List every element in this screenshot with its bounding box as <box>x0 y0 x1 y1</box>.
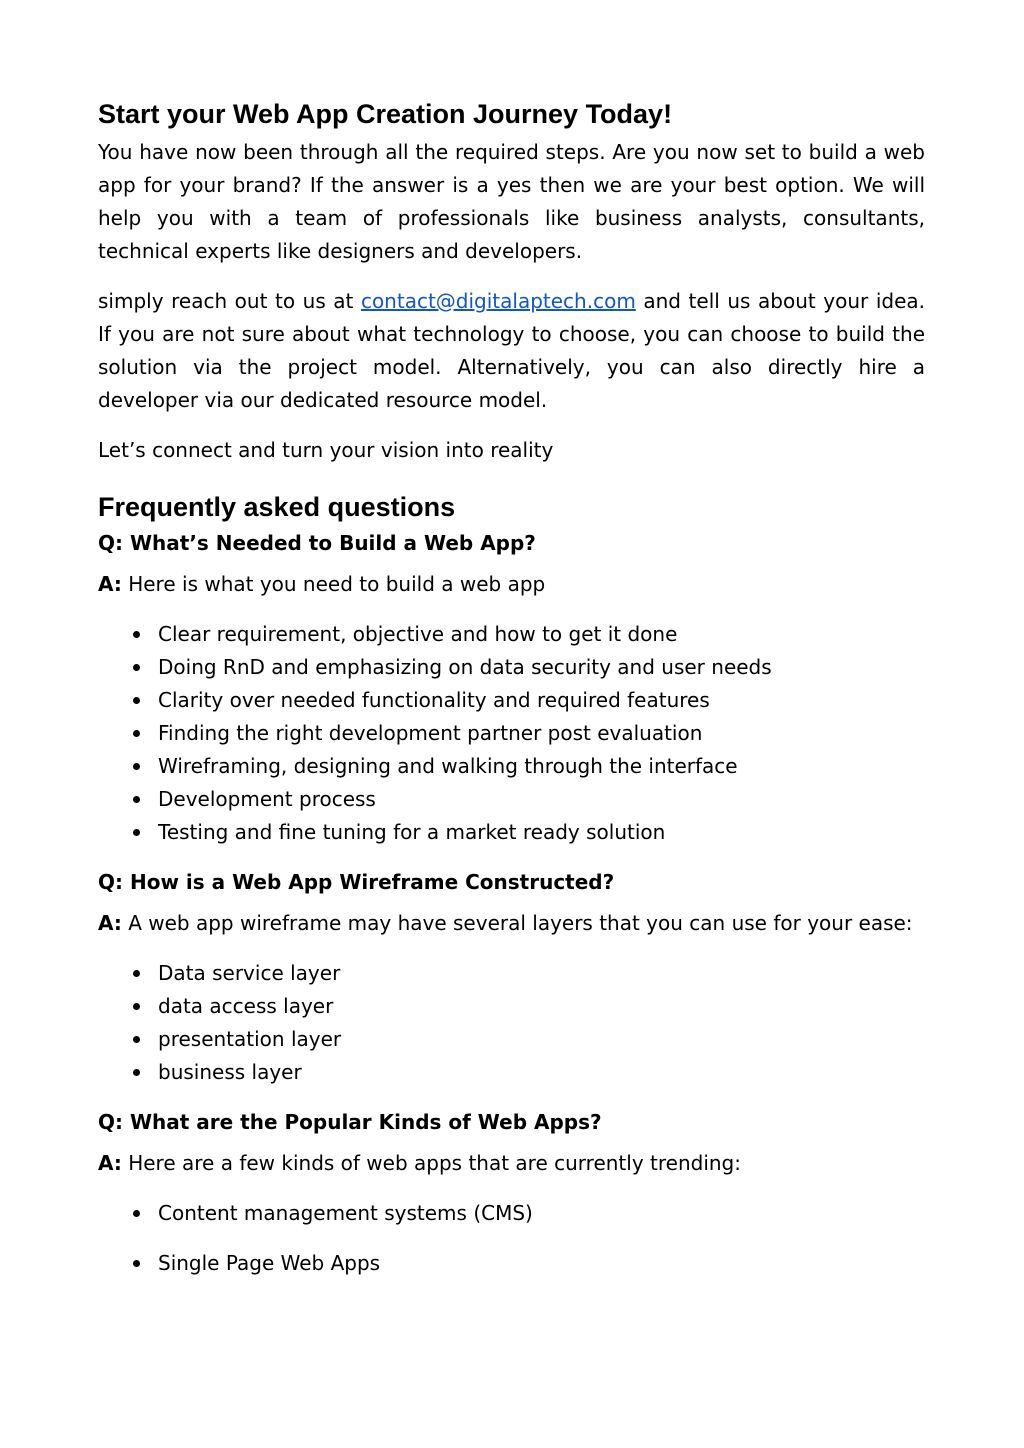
list-item: Testing and fine tuning for a market ready solution <box>98 816 925 849</box>
list-item: presentation layer <box>98 1023 925 1056</box>
answer-text: Here is what you need to build a web app <box>121 572 546 596</box>
page-title: Start your Web App Creation Journey Today! <box>98 99 673 129</box>
answer-label: A: <box>98 1151 122 1175</box>
contact-email-link[interactable]: contact@digitalaptech.com <box>360 289 636 313</box>
list-item: Clear requirement, objective and how to get it done <box>98 618 925 651</box>
faq-question: Q: How is a Web App Wireframe Constructed? <box>98 870 615 894</box>
answer-label: A: <box>98 911 122 935</box>
faq-answer <box>98 907 925 940</box>
faq-question: Q: What are the Popular Kinds of Web Apps? <box>98 1110 602 1134</box>
answer-text: Here are a few kinds of web apps that are currently trending: <box>121 1151 741 1175</box>
faq-question: Q: What’s Needed to Build a Web App? <box>98 531 536 555</box>
faq-answer <box>98 1147 925 1180</box>
list-item: Development process <box>98 783 925 816</box>
list-item: business layer <box>98 1056 925 1089</box>
contact-text-before: simply reach out to us at <box>98 289 361 313</box>
list-item: Finding the right development partner post evaluation <box>98 717 925 750</box>
list-item: Data service layer <box>98 957 925 990</box>
bullet-list <box>98 957 925 1089</box>
list-item: Clarity over needed functionality and required features <box>98 684 925 717</box>
document-page <box>98 96 925 1297</box>
list-item: Single Page Web Apps <box>98 1247 925 1280</box>
list-item: data access layer <box>98 990 925 1023</box>
answer-label: A: <box>98 572 122 596</box>
faq-answer <box>98 568 925 601</box>
intro-paragraph: You have now been through all the required steps. Are you now set to build a web app for your brand? If the answer is a yes then we are your best option. We will help you with a team of professionals like business analysts, consultants, technical experts like designers and developers. <box>98 140 925 263</box>
answer-text: A web app wireframe may have several layers that you can use for your ease: <box>121 911 913 935</box>
list-item: Doing RnD and emphasizing on data security and user needs <box>98 651 925 684</box>
list-item: Wireframing, designing and walking through the interface <box>98 750 925 783</box>
list-item: Content management systems (CMS) <box>98 1197 925 1230</box>
bullet-list <box>98 1197 925 1280</box>
bullet-list <box>98 618 925 849</box>
contact-paragraph <box>98 285 925 417</box>
contact-text-after: and tell us about your idea. If you are not sure about what technology to choose, you can choose to build the solution via the project model. Alternatively, you can also directly hire a developer via our dedicated resource model. <box>98 289 925 412</box>
faq-heading: Frequently asked questions <box>98 492 456 522</box>
closing-paragraph: Let’s connect and turn your vision into reality <box>98 438 554 462</box>
